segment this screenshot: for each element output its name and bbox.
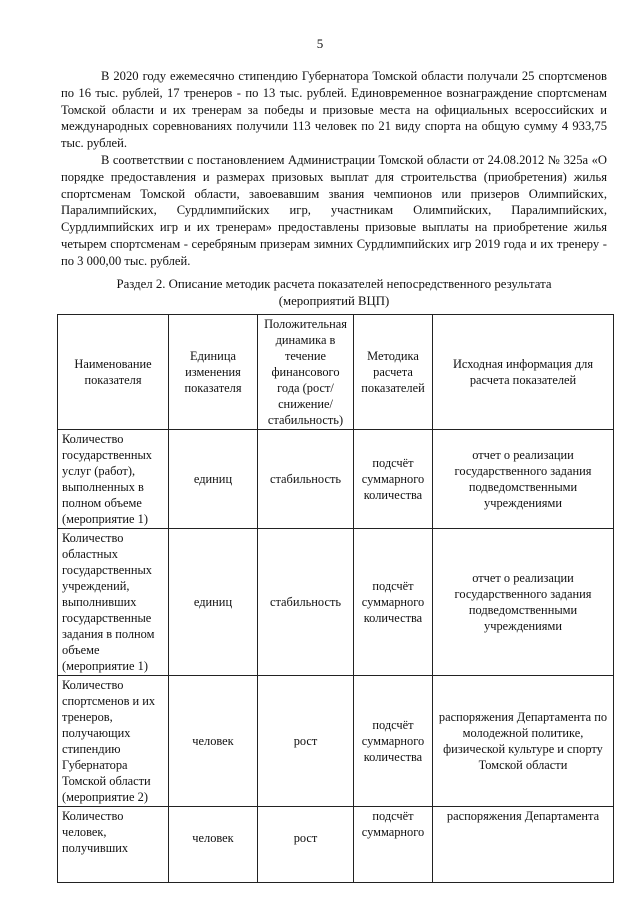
cell-dynamics: стабильность: [258, 430, 354, 529]
table-row: [58, 807, 614, 883]
cell-method: подсчёт суммарного количества: [354, 430, 433, 529]
cell-unit: единиц: [169, 430, 258, 529]
cell-method: подсчёт суммарного: [354, 807, 433, 883]
header-indicator-name: Наименование показателя: [58, 315, 169, 430]
header-source: Исходная информация для расчета показателей: [433, 315, 614, 430]
cell-method: подсчёт суммарного количества: [354, 676, 433, 807]
cell-dynamics: стабильность: [258, 529, 354, 676]
cell-name: Количество человек, получивших: [58, 807, 169, 883]
section-title: [61, 276, 607, 310]
paragraph-housing-payments: В соответствии с постановлением Администрации Томской области от 24.08.2012 № 325а «О порядке предоставления и размерах призовых выплат для строительства (приобретения) жилья спортсменам Томской области, завоевавшим звания чемпионов или призеров Олимпийских, Паралимпийских, Сурдлимпийских игр, участникам Олимпийских, Паралимпийских, Сурдлимпийских игр и их тренерам» предоставлены призовые выплаты на приобретение жилья четырем спортсменам - серебряным призерам зимних Сурдлимпийских игр 2019 года и их тренеру - по 3 000,00 тыс. рублей.: [61, 152, 607, 268]
cell-unit: единиц: [169, 529, 258, 676]
body-text: [61, 68, 607, 270]
cell-method: подсчёт суммарного количества: [354, 529, 433, 676]
section-title-line-2: (мероприятий ВЦП): [278, 294, 390, 308]
cell-unit: человек: [169, 807, 258, 883]
table-row: [58, 529, 614, 676]
cell-dynamics: рост: [258, 807, 354, 883]
cell-dynamics: рост: [258, 676, 354, 807]
table-row: [58, 676, 614, 807]
cell-name: Количество спортсменов и их тренеров, получающих стипендию Губернатора Томской области (мероприятие 2): [58, 676, 169, 807]
header-dynamics: Положительная динамика в течение финансового года (рост/ снижение/ стабильность): [258, 315, 354, 430]
cell-source: распоряжения Департамента по молодежной политике, физической культуре и спорту Томской области: [433, 676, 614, 807]
paragraph-stipends: В 2020 году ежемесячно стипендию Губернатора Томской области получали 25 спортсменов по 16 тыс. рублей, 17 тренеров - по 13 тыс. рублей. Единовременное вознаграждение спортсменам Томской области и их тренерам за победы и призовые места на официальных всероссийских и международных соревнованиях получили 113 человек по 21 виду спорта на общую сумму 4 933,75 тыс. рублей.: [61, 69, 607, 151]
cell-source: отчет о реализации государственного задания подведомственными учреждениями: [433, 529, 614, 676]
table-header-row: [58, 315, 614, 430]
cell-unit: человек: [169, 676, 258, 807]
cell-source: распоряжения Департамента: [433, 807, 614, 883]
page-number: 5: [316, 36, 324, 51]
table-row: [58, 430, 614, 529]
indicators-table: [57, 314, 614, 883]
header-method: Методика расчета показателей: [354, 315, 433, 430]
cell-name: Количество областных государственных учреждений, выполнивших государственные задания в полном объеме (мероприятие 1): [58, 529, 169, 676]
cell-source: отчет о реализации государственного задания подведомственными учреждениями: [433, 430, 614, 529]
cell-name: Количество государственных услуг (работ), выполненных в полном объеме (мероприятие 1): [58, 430, 169, 529]
section-title-line-1: Раздел 2. Описание методик расчета показателей непосредственного результата: [116, 277, 552, 291]
header-unit: Единица изменения показателя: [169, 315, 258, 430]
